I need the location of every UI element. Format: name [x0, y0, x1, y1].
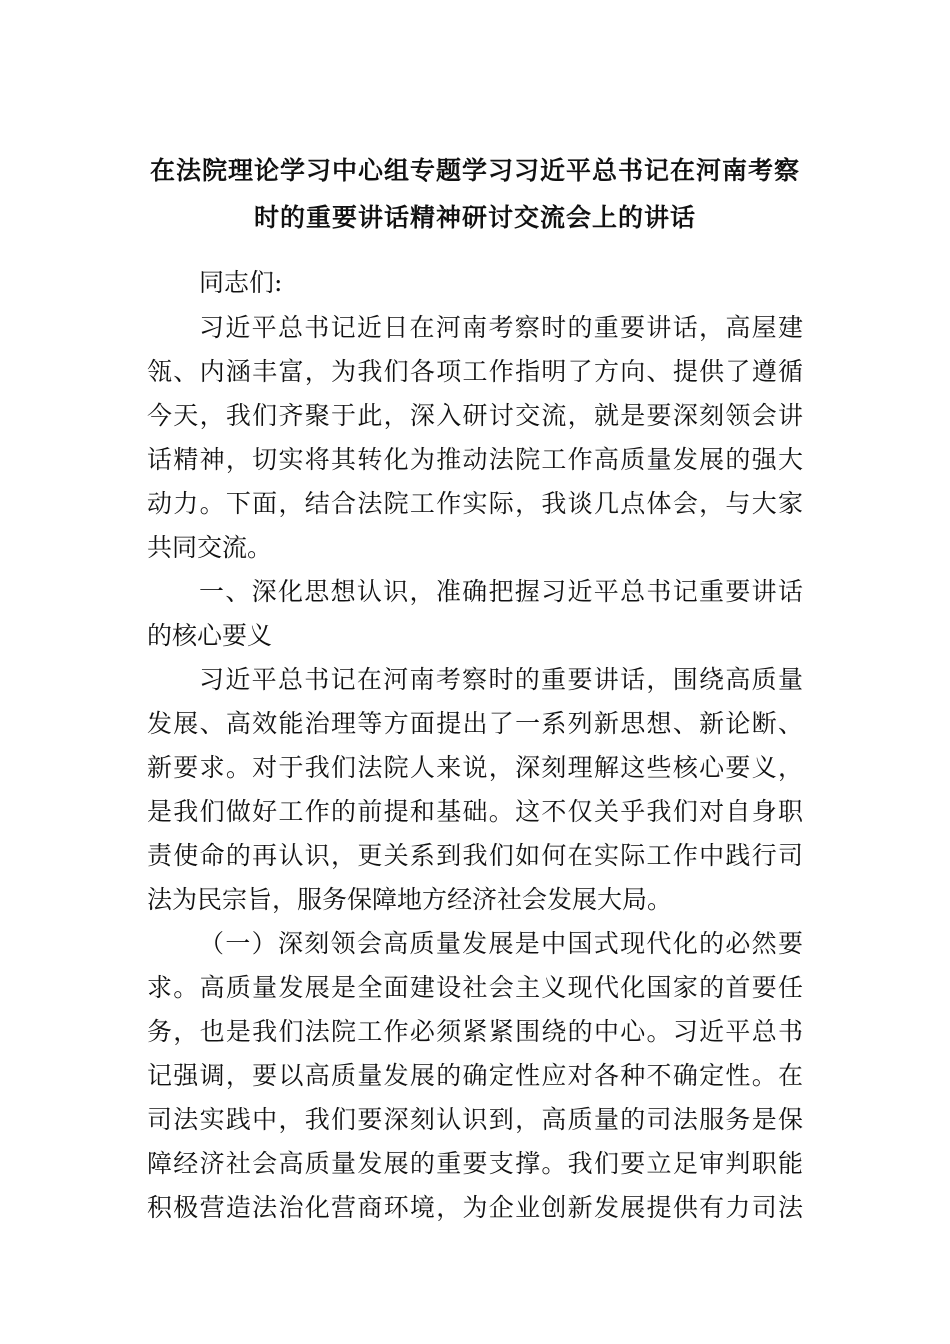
body-line: 今天，我们齐聚于此，深入研讨交流，就是要深刻领会讲 — [147, 401, 803, 430]
body-line: 务，也是我们法院工作必须紧紧围绕的中心。习近平总书 — [147, 1017, 803, 1046]
document-title-line-2: 时的重要讲话精神研讨交流会上的讲话 — [253, 203, 696, 232]
body-line: 新要求。对于我们法院人来说，深刻理解这些核心要义， — [147, 753, 803, 782]
body-line: 习近平总书记在河南考察时的重要讲话，围绕高质量 — [199, 665, 803, 694]
body-line: 是我们做好工作的前提和基础。这不仅关乎我们对自身职 — [147, 797, 803, 826]
body-line: 习近平总书记近日在河南考察时的重要讲话，高屋建 — [199, 313, 803, 342]
body-line: 积极营造法治化营商环境，为企业创新发展提供有力司法 — [147, 1193, 803, 1222]
body-line: 动力。下面，结合法院工作实际，我谈几点体会，与大家 — [147, 489, 803, 518]
body-line: 责使命的再认识，更关系到我们如何在实际工作中践行司 — [147, 841, 803, 870]
body-line: 求。高质量发展是全面建设社会主义现代化国家的首要任 — [147, 973, 803, 1002]
body-line: 障经济社会高质量发展的重要支撑。我们要立足审判职能 — [147, 1149, 803, 1178]
body-line: 瓴、内涵丰富，为我们各项工作指明了方向、提供了遵循 — [147, 357, 803, 386]
section-heading-line: 一、深化思想认识，准确把握习近平总书记重要讲话 — [199, 577, 803, 606]
document-title-line-1: 在法院理论学习中心组专题学习习近平总书记在河南考察 — [149, 156, 800, 185]
body-line: 法为民宗旨，服务保障地方经济社会发展大局。 — [147, 885, 673, 914]
body-line: 话精神，切实将其转化为推动法院工作高质量发展的强大 — [147, 445, 803, 474]
section-heading-line: 的核心要义 — [147, 621, 273, 650]
body-line: 记强调，要以高质量发展的确定性应对各种不确定性。在 — [147, 1061, 803, 1090]
salutation: 同志们: — [199, 268, 283, 297]
body-line: 共同交流。 — [147, 533, 273, 562]
body-line: 发展、高效能治理等方面提出了一系列新思想、新论断、 — [147, 709, 803, 738]
subsection-line: （一）深刻领会高质量发展是中国式现代化的必然要 — [199, 929, 803, 958]
body-line: 司法实践中，我们要深刻认识到，高质量的司法服务是保 — [147, 1105, 803, 1134]
